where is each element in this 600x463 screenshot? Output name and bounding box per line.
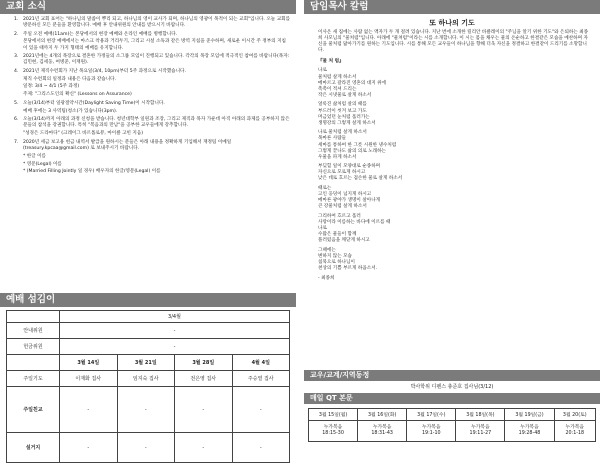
column-title: 또 하나의 기도 [429, 19, 475, 27]
prayer-value: 전은영 집사 [175, 371, 233, 387]
poem-line: 때로는 [318, 186, 332, 192]
sunday-date: 4월 4일 [232, 355, 290, 371]
announcement-item [14, 117, 290, 137]
qt-date: 3월 17일(수) [407, 409, 456, 421]
usher-value: - [60, 323, 290, 339]
qt-ref: 20:1-18 [565, 431, 585, 436]
poem-line: 물처럼 살게 하소서 [318, 74, 357, 80]
poem-line: 메마른 광야가 생명이 살아나게 [318, 198, 381, 204]
poem-line: 수많은 물들이 함께 [318, 232, 357, 238]
poem-line: 변하지 않는 모습 [318, 254, 352, 259]
service-table [6, 310, 290, 463]
offering-label: 헌금위원 [7, 339, 60, 355]
announcement-paragraph: * 영문(Legal) 이름 [23, 161, 62, 167]
announcement-paragraph: 본당에서의 현장 예배에서는 마스크 착용과 거리두기, 그리고 시설 소독과 같은 방역 지침을 준수하며, 새로운 이시간 주 정부의 지침이 있을 때까지 두 가지 형태의 예배를 유지합니다. [23, 39, 286, 51]
announcement-paragraph: "성경은 드라마다" (크레이그 바르톨로뮤, 마이클 고힌 지음) [23, 131, 144, 137]
qt-cell [554, 421, 595, 442]
announcement-item [14, 32, 290, 52]
date-header: 3/4월 [60, 311, 290, 323]
cleaning-value: - [175, 433, 233, 463]
qt-book: 누가복음 [520, 425, 539, 430]
poem-line: 낮은 데로 흐르는 겸손한 물로 살게 하소서 [318, 176, 403, 182]
announcement-text [23, 101, 290, 115]
poem-line: 그렇게 끝나도 삶의 의로 노래하는 [318, 148, 386, 154]
announcement-paragraph: * 한글 이름 [23, 153, 46, 159]
poem-line: 침묵으로 하나님이 [318, 260, 355, 266]
qt-book: 누가복음 [471, 425, 490, 430]
lunch-value: - [175, 387, 233, 433]
lunch-value: - [60, 387, 118, 433]
prayer-label: 주일기도 [7, 371, 60, 387]
poem-line: 천상의 기쁨 부르게 하옵소서. [318, 266, 378, 272]
service-helpers-header: 예배 섬김이 [0, 293, 296, 307]
announcement-text [23, 140, 290, 176]
announcement-paragraph: 오늘(3/14)부터 일광절약시간(Daylight Saving Time)이 시작합니다. [23, 100, 165, 106]
qt-cell [407, 421, 456, 442]
right-column [304, 0, 600, 463]
cleaning-label: 설거지 [7, 433, 60, 463]
announcement-paragraph: 오늘(3/14)까지 아래의 과정 신청을 받습니다. 청년대학부 일원과 조장, 그리고 제직과 목자 가운데 아직 아래의 과제를 공부하지 않은 분들의 참석을 강권합니다. 특히 "복음과의 만남"을 공부한 교우들에게 강추합니다. [23, 117, 290, 129]
prayer-value: 이재화 집사 [60, 371, 118, 387]
announcement-number: 1. [14, 17, 19, 22]
poem-line: 자신으로 모로게 하시고 [318, 170, 366, 176]
poem-line: 세마를 통하여 한 그릇 시원한 냉수처럼 [318, 142, 397, 148]
announcement-paragraph: 일정: 3/4 ~ 4/1 (5주 과정) [23, 84, 80, 90]
poem-line: 작은 시냇물로 살게 하소서 [318, 92, 372, 98]
announcements-header: 교회 소식 [0, 0, 296, 14]
poem-line: 그때에는 [318, 247, 336, 253]
qt-book: 누가복음 [422, 425, 441, 430]
poem-stanza [318, 164, 590, 182]
poem-line: 부딪힐 일이 모양대로 순종하며 [318, 164, 381, 170]
prayer-value: 주승열 집사 [232, 371, 290, 387]
poem-author: - 최종희 [318, 275, 335, 281]
lunch-value: - [232, 387, 290, 433]
announcement-item [14, 140, 290, 176]
qt-ref: 19:28-48 [518, 431, 541, 436]
poem-line: 목마른 사람들 [318, 136, 347, 142]
poem-line: 얼룩진 삶처럼 살의 때를 [318, 102, 367, 108]
poem-line: 메마르고 갈라진 영혼의 대지 위에 [318, 80, 386, 86]
poem-line: 나로 [318, 226, 327, 232]
announcement-item [14, 69, 290, 99]
poem-stanza [318, 102, 590, 126]
cleaning-value: - [232, 433, 290, 463]
poem-line: 그리하여 흐르고 흘러 [318, 213, 361, 219]
announcement-text [23, 32, 290, 52]
sunday-date: 3월 28일 [175, 355, 233, 371]
qt-ref: 19:1-10 [421, 431, 441, 436]
poem-line: 사랑이라 이름하는 바다에 이르를 때 [318, 220, 391, 226]
poem-line: 큰 강물처럼 살게 하소서 [318, 204, 367, 210]
announcement-text [23, 54, 290, 66]
poem-line: 촉촉이 적셔 드리는 [318, 86, 357, 92]
usher-label: 안내위원 [7, 323, 60, 339]
announcement-paragraph: 2021년 교회 표어는 "하나님의 말씀이 뿌리 되고, 하나님의 영이 교사가 되며, 하나님의 영광이 목적이 되는 교회"입니다. 오늘 교회를 방문하신 모든 분들을 환영합니다. 예배 후 안내위원의 안내를 받으시기 바랍니다. [23, 17, 291, 29]
sunday-date: 3월 21일 [117, 355, 175, 371]
qt-cell [505, 421, 554, 442]
poem-line: 나로 [318, 68, 327, 74]
poem-line: 부드러이 씻겨 보고 가도 [318, 108, 367, 114]
lunch-label: 주일친교 [7, 387, 60, 433]
announcement-number: 7. [14, 139, 19, 145]
column-intro: 이사온 새 집에는 사람 없는 액자가 두 개 걸려 있습니다. 지난 번에 소개한 릴리안 바클레이의 "주님을 알기 위한 기도"와 은퇴하는 최종희 사모님의 "물쳐럼"입니다. 아래에 "물쳐럼"이라는 시를 소개합니다. 이 시는 몸을 채우는 물의 온순하고 한결같은 모습을 예찬하며 자신을 물처럼 닮아가기를 원하는 기도입니다. 시를 통해 모든 교우들이 하나님을 향해 더욱 자신을 정결하고 한결같이 드리기를 소망합니다. [318, 30, 589, 54]
qt-cell [358, 421, 407, 442]
announcement-paragraph: 주제: "그리스도인의 확신" (Lessons on Assurance) [23, 92, 132, 98]
reception-header: 교우/교계/지역동정 [304, 370, 600, 381]
poem-line: 플러렀음을 깨닫게 하시고 [318, 238, 370, 244]
qt-ref: 19:11-27 [469, 431, 492, 436]
poem-title: 『물 처 럼』 [318, 59, 344, 65]
announcement-paragraph: 제직 수련회의 일정과 내용은 다음과 같습니다. [23, 76, 117, 82]
announcement-text [23, 17, 290, 29]
announcement-number: 5. [14, 100, 19, 106]
announcement-paragraph: 2021년 제직수련회가 지난 목요일(3/4, 10pm)부터 5주 과정으로 시작했습니다. [23, 68, 186, 74]
poem-line: 우물을 파게 하소서 [318, 154, 357, 160]
announcement-list [0, 14, 296, 175]
poem-line: 고인 웅덩이 넘지게 하시고 [318, 192, 372, 198]
qt-date: 3월 20(토) [554, 409, 595, 421]
poem-stanza [318, 214, 590, 244]
announcement-item [14, 54, 290, 66]
pastor-column-header: 담임목사 칼럼 [304, 0, 600, 14]
announcement-paragraph: 예배 후에는 3 사역팀(청소)가 있습니다(3pm). [23, 108, 118, 114]
qt-cell [309, 421, 358, 442]
cleaning-value: - [60, 433, 118, 463]
qt-book: 누가복음 [323, 425, 343, 430]
left-column [0, 0, 296, 463]
qt-date: 3월 15일(월) [309, 409, 358, 421]
announcement-number: 6. [14, 117, 19, 123]
poem-stanza [318, 248, 590, 272]
announcement-number: 2. [14, 31, 19, 37]
announcement-paragraph: 주일 오전 예배(11am)는 본당에서의 현장 예배와 온라인 예배를 병행합니다. [23, 31, 178, 37]
poem-line: 생명강의 그렇게 살게 하소서 [318, 120, 376, 126]
qt-date: 3월 16일(화) [358, 409, 407, 421]
qt-date: 3월 18일(목) [456, 409, 505, 421]
poem-stanza [318, 68, 590, 98]
announcement-paragraph: * (Married Filling Jointly 일 경우) 배우자의 한글/영문(Legal) 이름 [23, 169, 161, 175]
qt-ref: 18:31-43 [371, 431, 393, 436]
qt-date: 3월 19일(금) [505, 409, 554, 421]
announcement-number: 4. [14, 68, 19, 74]
qt-book: 누가복음 [372, 425, 392, 430]
offering-value: - [60, 339, 290, 355]
announcement-paragraph: 2021년에는 4개의 목장으로 결혼한 가정들의 소그룹 모임이 진행되고 있습니다. 각각의 목장 모임에 적극적인 참여를 바랍니다(목자: 김민현, 김세웅, 여병준, 이재원). [23, 54, 290, 66]
poem-line: 머금었던 눈처럼 흘러가는 [318, 114, 370, 120]
daily-qt-header: 매일 QT 본문 [304, 393, 600, 404]
lunch-value: - [117, 387, 175, 433]
qt-ref: 18:15-30 [322, 431, 344, 436]
poem-line: 나로 물처럼 살게 하소서 [318, 130, 367, 136]
qt-cell [456, 421, 505, 442]
announcement-item [14, 17, 290, 29]
reception-text: 박사학위 디펜스 총준호 집사님(3/12) [410, 384, 494, 390]
qt-book: 누가복음 [565, 425, 585, 430]
announcement-item [14, 101, 290, 115]
prayer-value: 임지숙 집사 [117, 371, 175, 387]
announcement-text [23, 117, 290, 137]
cleaning-value: - [117, 433, 175, 463]
announcement-number: 3. [14, 54, 19, 60]
poem-stanza [318, 186, 590, 210]
poem-body [304, 68, 600, 272]
daily-qt-table [308, 408, 596, 442]
announcement-paragraph: 2020년 세금 보고용 헌금 내역서 발급을 원하시는 분들은 아래 내용을 정확하게 기입해서 재정팀 이메일 (treasury.kpcaa@gmail.com) 로 보내주시기 바랍니다. [23, 139, 232, 151]
sunday-date: 3월 14일 [60, 355, 118, 371]
announcement-text [23, 69, 290, 99]
poem-stanza [318, 130, 590, 160]
